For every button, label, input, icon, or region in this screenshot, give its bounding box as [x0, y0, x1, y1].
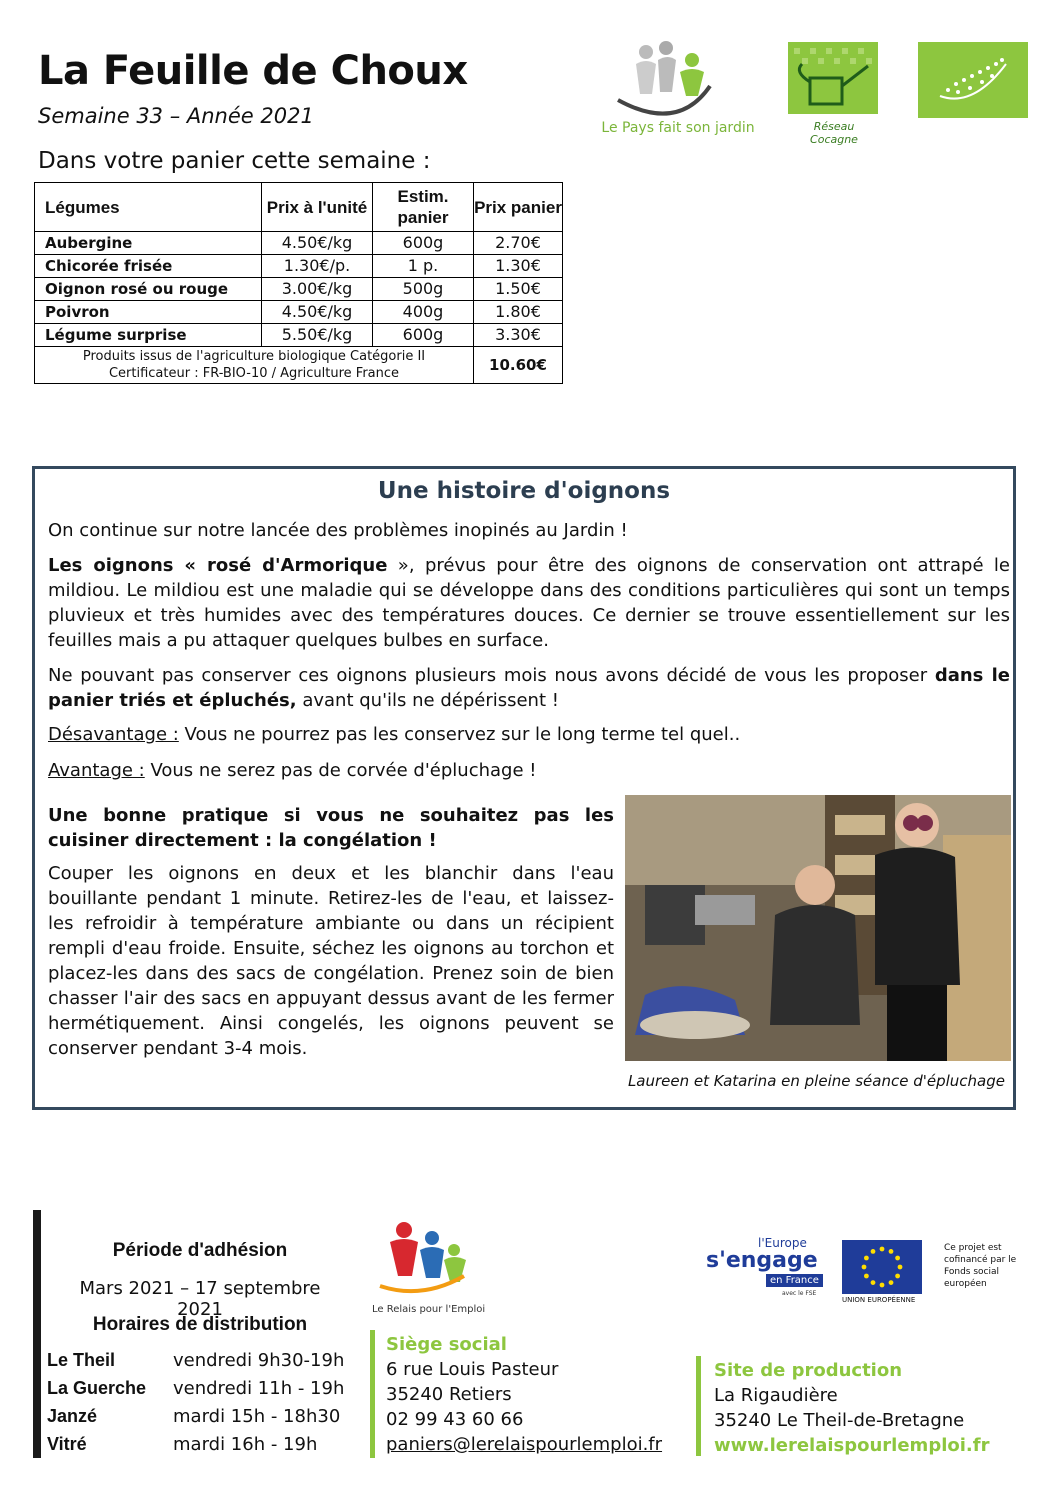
freezing-instructions: Couper les oignons en deux et les blanchir dans l'eau bouillante pendant 1 minute. Retirez-les de l'eau, et laissez-les refroidir à température ambiante ou dans un récipient rempli d'eau froide. Ensuite, séchez les oignons au torchon et placez-les dans des sacs de congélation. Prenez soin de bien chasser l'air des sacs en appuyant dessus avant de les fermer hermétiquement. Ainsi congelés, les oignons peuvent se conserver pendant 3-4 mois.	[48, 863, 614, 1059]
disadvantage-line: Désavantage : Vous ne pourrez pas les conservez sur le long terme tel quel..	[48, 724, 741, 745]
head-office-title: Siège social	[386, 1334, 507, 1355]
distribution-row	[47, 1434, 357, 1455]
distribution-row	[47, 1378, 357, 1399]
production-site-name: La Rigaudière	[714, 1385, 838, 1406]
unit-price: 4.50€/kg	[262, 301, 373, 324]
eu-organic-logo	[918, 42, 1028, 118]
distribution-place: Janzé	[47, 1406, 98, 1426]
fse-cofunding-note: Ce projet est cofinancé par le Fonds social européen	[944, 1243, 1017, 1289]
issue-subtitle: Semaine 33 – Année 2021	[38, 104, 314, 128]
table-row	[35, 301, 563, 324]
relais-pour-emploi-logo	[372, 1220, 486, 1320]
table-row	[35, 278, 563, 301]
vegetable-name: Oignon rosé ou rouge	[35, 278, 262, 301]
advantage-line: Avantage : Vous ne serez pas de corvée d'épluchage !	[48, 760, 537, 781]
header-vegetables: Légumes	[35, 183, 262, 232]
basket-quantity: 600g	[373, 324, 474, 347]
relais-logo-caption: Le Relais pour l'Emploi	[372, 1304, 486, 1315]
basket-price: 3.30€	[474, 324, 563, 347]
distribution-time: mardi 16h - 19h	[173, 1434, 318, 1455]
basket-quantity: 400g	[373, 301, 474, 324]
website-link[interactable]: www.lerelaispourlemploi.fr	[714, 1435, 990, 1456]
table-header-row	[35, 183, 563, 232]
article-title: Une histoire d'oignons	[377, 478, 671, 504]
head-office-street: 6 rue Louis Pasteur	[386, 1359, 559, 1380]
table-row	[35, 232, 563, 255]
basket-price: 1.80€	[474, 301, 563, 324]
basket-price-table	[34, 182, 563, 384]
production-site-title: Site de production	[714, 1360, 903, 1381]
site-accent-bar	[696, 1356, 701, 1456]
production-site-address	[714, 1358, 989, 1458]
pays-logo-caption: Le Pays fait son jardin	[601, 120, 755, 136]
distribution-time: vendredi 9h30-19h	[173, 1350, 345, 1371]
basket-quantity: 500g	[373, 278, 474, 301]
unit-price: 3.00€/kg	[262, 278, 373, 301]
distribution-row	[47, 1406, 357, 1427]
vegetable-name: Légume surprise	[35, 324, 262, 347]
unit-price: 4.50€/kg	[262, 232, 373, 255]
distribution-place: La Guerche	[47, 1378, 147, 1398]
distribution-place: Le Theil	[47, 1350, 116, 1370]
article-intro: On continue sur notre lancée des problèmes inopinés au Jardin !	[48, 520, 628, 541]
eu-flag-icon	[842, 1240, 922, 1294]
membership-period-title: Période d'adhésion	[112, 1240, 288, 1261]
siege-accent-bar	[370, 1330, 375, 1458]
pays-fait-son-jardin-logo	[588, 38, 768, 138]
header-unit-price: Prix à l'unité	[262, 183, 373, 232]
distribution-time: mardi 15h - 18h30	[173, 1406, 341, 1427]
unit-price: 1.30€/p.	[262, 255, 373, 278]
onion-variety-bold: Les oignons « rosé d'Armorique	[48, 555, 388, 576]
photo-illustration	[625, 795, 1011, 1061]
organic-leaf-icon	[918, 42, 1028, 118]
basket-quantity: 1 p.	[373, 255, 474, 278]
membership-period-dates: Mars 2021 – 17 septembre 2021	[79, 1278, 321, 1320]
photo-caption: Laureen et Katarina en pleine séance d'épluchage	[627, 1072, 1005, 1090]
head-office-address	[386, 1332, 662, 1457]
eu-caption: UNION EUROPÉENNE	[842, 1296, 916, 1304]
distribution-time: vendredi 11h - 19h	[173, 1378, 345, 1399]
footer-left-bar	[33, 1210, 41, 1458]
freezing-tip-heading: Une bonne pratique si vous ne souhaitez pas les cuisiner directement : la congélation !	[48, 805, 614, 851]
table-row	[35, 255, 563, 278]
header-basket-price: Prix panier	[474, 183, 563, 232]
distribution-hours-title: Horaires de distribution	[92, 1314, 308, 1335]
basket-price: 1.50€	[474, 278, 563, 301]
certification-line-1: Produits issus de l'agriculture biologique Catégorie II	[82, 349, 426, 364]
basket-quantity: 600g	[373, 232, 474, 255]
head-office-phone: 02 99 43 60 66	[386, 1409, 524, 1430]
basket-price: 2.70€	[474, 232, 563, 255]
head-office-city: 35240 Retiers	[386, 1384, 512, 1405]
basket-price: 1.30€	[474, 255, 563, 278]
organic-certification-note	[35, 347, 474, 384]
watering-can-icon	[788, 42, 878, 114]
vegetable-name: Aubergine	[35, 232, 262, 255]
distribution-row	[47, 1350, 357, 1371]
unit-price: 5.50€/kg	[262, 324, 373, 347]
reseau-logo-caption: Réseau Cocagne	[810, 120, 858, 146]
peeling-photo	[625, 795, 1011, 1061]
contact-email-link[interactable]: paniers@lerelaispourlemploi.fr	[386, 1434, 663, 1455]
article-paragraph-decision: Ne pouvant pas conserver ces oignons plusieurs mois nous avons décidé de vous les proposer dans le panier triés et épluchés, avant qu'ils ne dépérissent !	[48, 665, 1010, 711]
table-row	[35, 324, 563, 347]
europe-sengage-logo: l'Europe s'engage en France avec le FSE	[706, 1236, 824, 1300]
newsletter-title: La Feuille de Choux	[38, 48, 468, 94]
vegetable-name: Poivron	[35, 301, 262, 324]
people-icon	[588, 38, 768, 118]
reseau-cocagne-logo	[788, 42, 880, 146]
article-paragraph-mildew: Les oignons « rosé d'Armorique », prévus pour être des oignons de conservation ont attrapé le mildiou. Le mildiou est une maladie qui se développe dans des conditions particulières qui sont un temps pluvieux et très humides avec des températures douces. Ce dernier se trouve essentiellement sur les feuilles mais a pu attaquer quelques bulbes en surface.	[48, 555, 1010, 651]
header-basket-estimate: Estim. panier	[373, 183, 474, 232]
basket-total: 10.60€	[474, 347, 563, 384]
certification-line-2: Certificateur : FR-BIO-10 / Agriculture France	[108, 366, 400, 381]
distribution-place: Vitré	[47, 1434, 87, 1454]
production-site-city: 35240 Le Theil-de-Bretagne	[714, 1410, 965, 1431]
basket-heading: Dans votre panier cette semaine :	[38, 148, 431, 174]
table-footer-row	[35, 347, 563, 384]
people-icon	[372, 1220, 472, 1302]
vegetable-name: Chicorée frisée	[35, 255, 262, 278]
